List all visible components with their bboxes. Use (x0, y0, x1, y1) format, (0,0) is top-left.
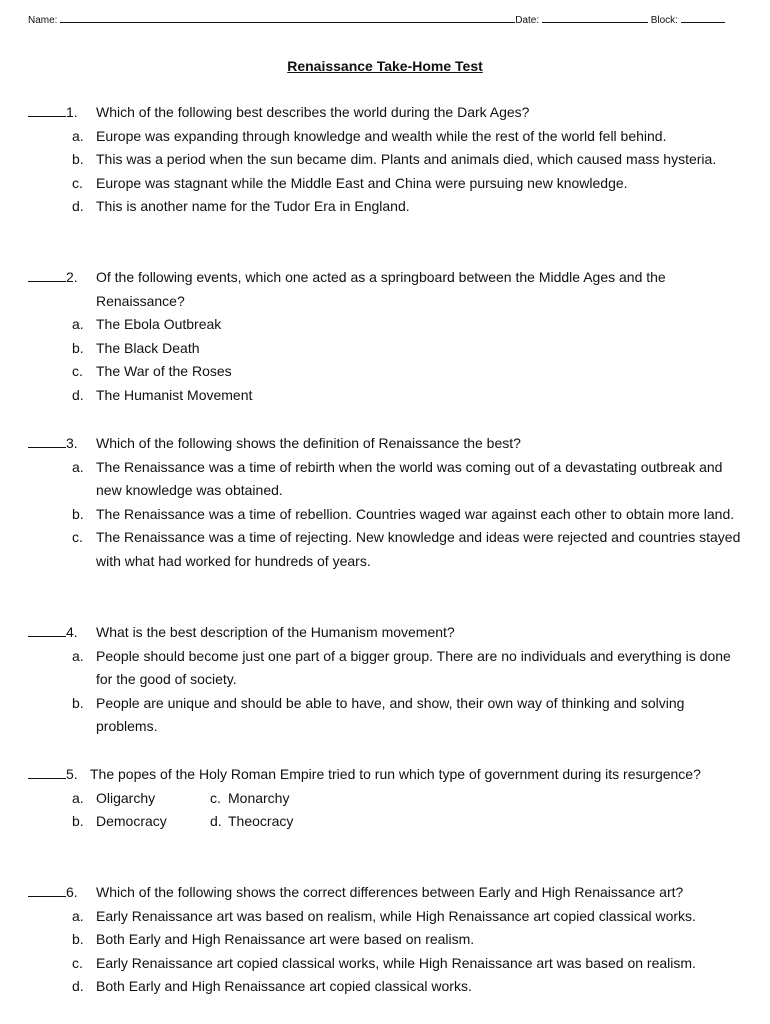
question-number: 5. (66, 766, 78, 782)
option: c. Europe was stagnant while the Middle East and China were pursuing new knowledge. (72, 174, 628, 191)
option: c. The War of the Roses (72, 363, 232, 380)
option: a. People should become just one part of a bigger group. There are no individuals and everything is done for the good of society. (72, 647, 731, 688)
answer-blank[interactable] (28, 102, 66, 117)
block-blank[interactable] (681, 13, 725, 23)
block-label: Block: (650, 15, 678, 26)
option: d. The Humanist Movement (72, 386, 253, 403)
question-text: Which of the following best describes the world during the Dark Ages? (96, 104, 530, 120)
option: b. The Black Death (72, 339, 200, 356)
question-text: Which of the following shows the correct differences between Early and High Renaissance art? (96, 884, 684, 900)
question-1 (28, 101, 748, 219)
question-number: 4. (66, 624, 78, 640)
option: b. People are unique and should be able to have, and show, their own way of thinking and solving problems. (72, 694, 685, 735)
option: c. Early Renaissance art copied classical works, while High Renaissance art was based on realism. (72, 954, 696, 971)
answer-blank[interactable] (28, 433, 66, 448)
option-letter: d. (210, 813, 222, 830)
question-number: 3. (66, 435, 78, 451)
option: a. The Ebola Outbreak (72, 316, 222, 333)
option: Monarchy (228, 789, 290, 806)
option: b. The Renaissance was a time of rebellion. Countries waged war against each other to obtain more land. (72, 505, 735, 522)
question-number: 2. (66, 269, 78, 285)
option: a. Europe was expanding through knowledge and wealth while the rest of the world fell behind. (72, 127, 667, 144)
question-text: Of the following events, which one acted as a springboard between the Middle Ages and the Renaissance? (96, 269, 666, 309)
option-row: b. Democracy d. Theocracy (28, 810, 748, 834)
date-blank[interactable] (542, 13, 648, 23)
name-label: Name: (28, 15, 58, 26)
date-label: Date: (515, 15, 540, 26)
question-text: What is the best description of the Humanism movement? (96, 624, 455, 640)
question-text: The popes of the Holy Roman Empire tried to run which type of government during its resurgence? (90, 766, 701, 782)
answer-blank[interactable] (28, 764, 66, 779)
name-blank[interactable] (60, 13, 515, 23)
option: Theocracy (228, 813, 294, 830)
option: Oligarchy (96, 789, 156, 806)
option: b. This was a period when the sun became dim. Plants and animals died, which caused mass hysteria. (72, 151, 717, 168)
answer-blank[interactable] (28, 267, 66, 282)
option: d. Both Early and High Renaissance art copied classical works. (72, 978, 472, 995)
option: d. This is another name for the Tudor Era in England. (72, 198, 410, 215)
option: Democracy (96, 813, 167, 830)
option-row: a. Oligarchy c. Monarchy (28, 787, 748, 811)
page-title: Renaissance Take-Home Test (287, 58, 483, 74)
student-info-header (28, 13, 740, 28)
answer-blank[interactable] (28, 622, 66, 637)
option: a. The Renaissance was a time of rebirth when the world was coming out of a devastating outbreak and new knowledge was obtained. (72, 458, 723, 499)
question-4 (28, 621, 748, 739)
question-text: Which of the following shows the definition of Renaissance the best? (96, 435, 521, 451)
option: c. The Renaissance was a time of rejecting. New knowledge and ideas were rejected and countries stayed with what had worked for hundreds of years. (72, 529, 741, 569)
question-5 (28, 763, 748, 834)
question-number: 6. (66, 884, 78, 900)
question-number: 1. (66, 104, 78, 120)
option-letter: c. (210, 789, 221, 806)
answer-blank[interactable] (28, 882, 66, 897)
option: b. Both Early and High Renaissance art were based on realism. (72, 931, 475, 948)
question-2 (28, 266, 748, 408)
question-6 (28, 881, 748, 999)
option: a. Early Renaissance art was based on realism, while High Renaissance art copied classical works. (72, 907, 696, 924)
question-3 (28, 432, 748, 574)
